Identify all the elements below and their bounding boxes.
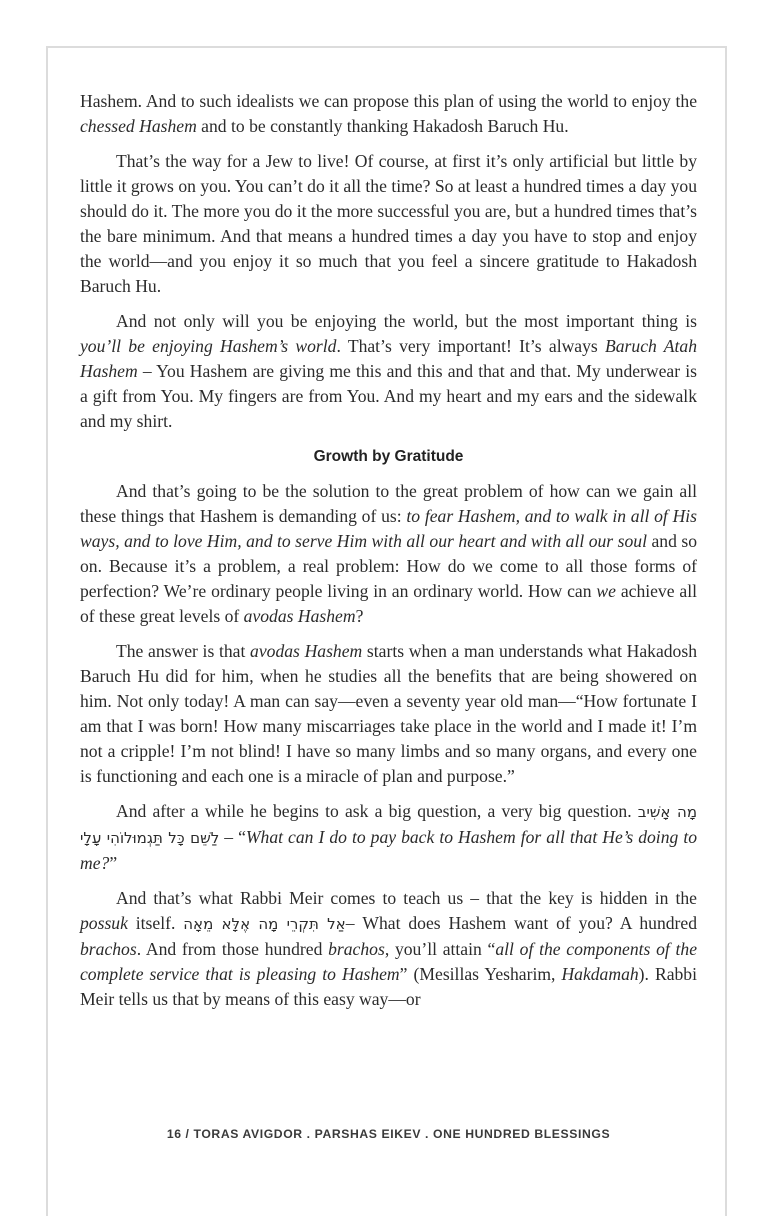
italic-text: you’ll be enjoying Hashem’s world — [80, 336, 337, 356]
text-run: starts when a man understands what Hakadosh Baruch Hu did for him, when he studies all the benefits that are being showered on him. Not only today! A man can say—even a seventy year old man—“How fortunate I am that I was born! How many miscarriages take place in the world and I made it! I’m not a cripple! I’m not blind! I have so many limbs and so many organs, and every one is functioning and each one is a miracle of plan and purpose.” — [80, 641, 697, 786]
paragraph — [80, 149, 697, 299]
italic-text: avodas Hashem — [250, 641, 363, 661]
text-run: and so on. Because it’s a problem, a real problem: How do we come to all those forms of perfection? We’re ordinary people living in an ordinary world. How can — [80, 531, 698, 601]
paragraph — [80, 799, 697, 876]
hebrew-quote: מָה אָשִׁיב לַשֵּׁם כָּל תַּגְמוּלוֹהִי עָלָי — [80, 803, 698, 847]
section-heading: Growth by Gratitude — [313, 448, 464, 465]
italic-text: we — [596, 581, 616, 601]
italic-text: What can I do to pay back to Hashem for all that He’s doing to me? — [80, 827, 697, 873]
italic-text: Hakdamah — [561, 964, 639, 984]
italic-text: possuk — [80, 913, 128, 933]
text-run: ? — [355, 606, 364, 626]
paragraph — [80, 89, 697, 139]
italic-text: Baruch Atah Hashem — [80, 336, 697, 381]
text-run: The answer is that — [116, 641, 251, 661]
text-run: And not only will you be enjoying the world, but the most important thing is — [116, 311, 697, 331]
text-run: And that’s what Rabbi Meir comes to teach us – that the key is hidden in the — [116, 888, 697, 908]
text-run: , you’ll attain “ — [384, 939, 496, 959]
italic-text: all of the components of the complete service that is pleasing to Hashem — [80, 939, 697, 984]
italic-text: brachos — [328, 939, 385, 959]
text-run: . And from those hundred — [136, 939, 329, 959]
italic-text: brachos — [80, 939, 137, 959]
text-run: And after a while he begins to ask a big question, a very big question. — [116, 801, 638, 821]
italic-text: to fear Hashem, and to walk in all of His ways, and to love Him, and to serve Him with all our heart and with all our soul — [80, 506, 698, 551]
text-run: – What does Hashem want of you? A hundred — [345, 913, 697, 933]
italic-text: chessed Hashem — [80, 116, 197, 136]
paragraph — [80, 639, 697, 789]
paragraph — [80, 309, 697, 434]
hebrew-quote: אַל תִּקְרֵי מָה אֶלָּא מֵאָה — [183, 915, 346, 933]
text-run: itself. — [127, 913, 184, 933]
text-run: ” — [109, 853, 118, 873]
paragraph — [80, 479, 697, 629]
body-text — [80, 89, 697, 1022]
running-footer: 16 / TORAS AVIGDOR . PARSHAS EIKEV . ONE HUNDRED BLESSINGS — [166, 1127, 611, 1141]
paragraph — [80, 886, 697, 1012]
text-run: – “ — [219, 827, 246, 847]
text-run: – You Hashem are giving me this and this and that and that. My underwear is a gift from You. My fingers are from You. And my heart and my ears and the sidewalk and my shirt. — [80, 361, 697, 431]
text-run: ” (Mesillas Yesharim, — [399, 964, 562, 984]
text-run: and to be constantly thanking Hakadosh Baruch Hu. — [196, 116, 569, 136]
text-run: ). Rabbi Meir tells us that by means of this easy way—or — [80, 964, 697, 1009]
text-run: . That’s very important! It’s always — [336, 336, 606, 356]
text-run: Hashem. And to such idealists we can propose this plan of using the world to enjoy the — [80, 91, 697, 111]
book-page — [46, 46, 727, 1216]
text-run: That’s the way for a Jew to live! Of course, at first it’s only artificial but little by little it grows on you. You can’t do it all the time? So at least a hundred times a day you should do it. The more you do it the more successful you are, but a hundred times that’s the bare minimum. And that means a hundred times a day you have to stop and enjoy the world—and you enjoy it so much that you feel a sincere gratitude to Hakadosh Baruch Hu. — [80, 151, 697, 296]
italic-text: avodas Hashem — [243, 606, 356, 626]
text-run: And that’s going to be the solution to the great problem of how can we gain all these things that Hashem is demanding of us: — [80, 481, 697, 526]
text-run: achieve all of these great levels of — [80, 581, 697, 626]
